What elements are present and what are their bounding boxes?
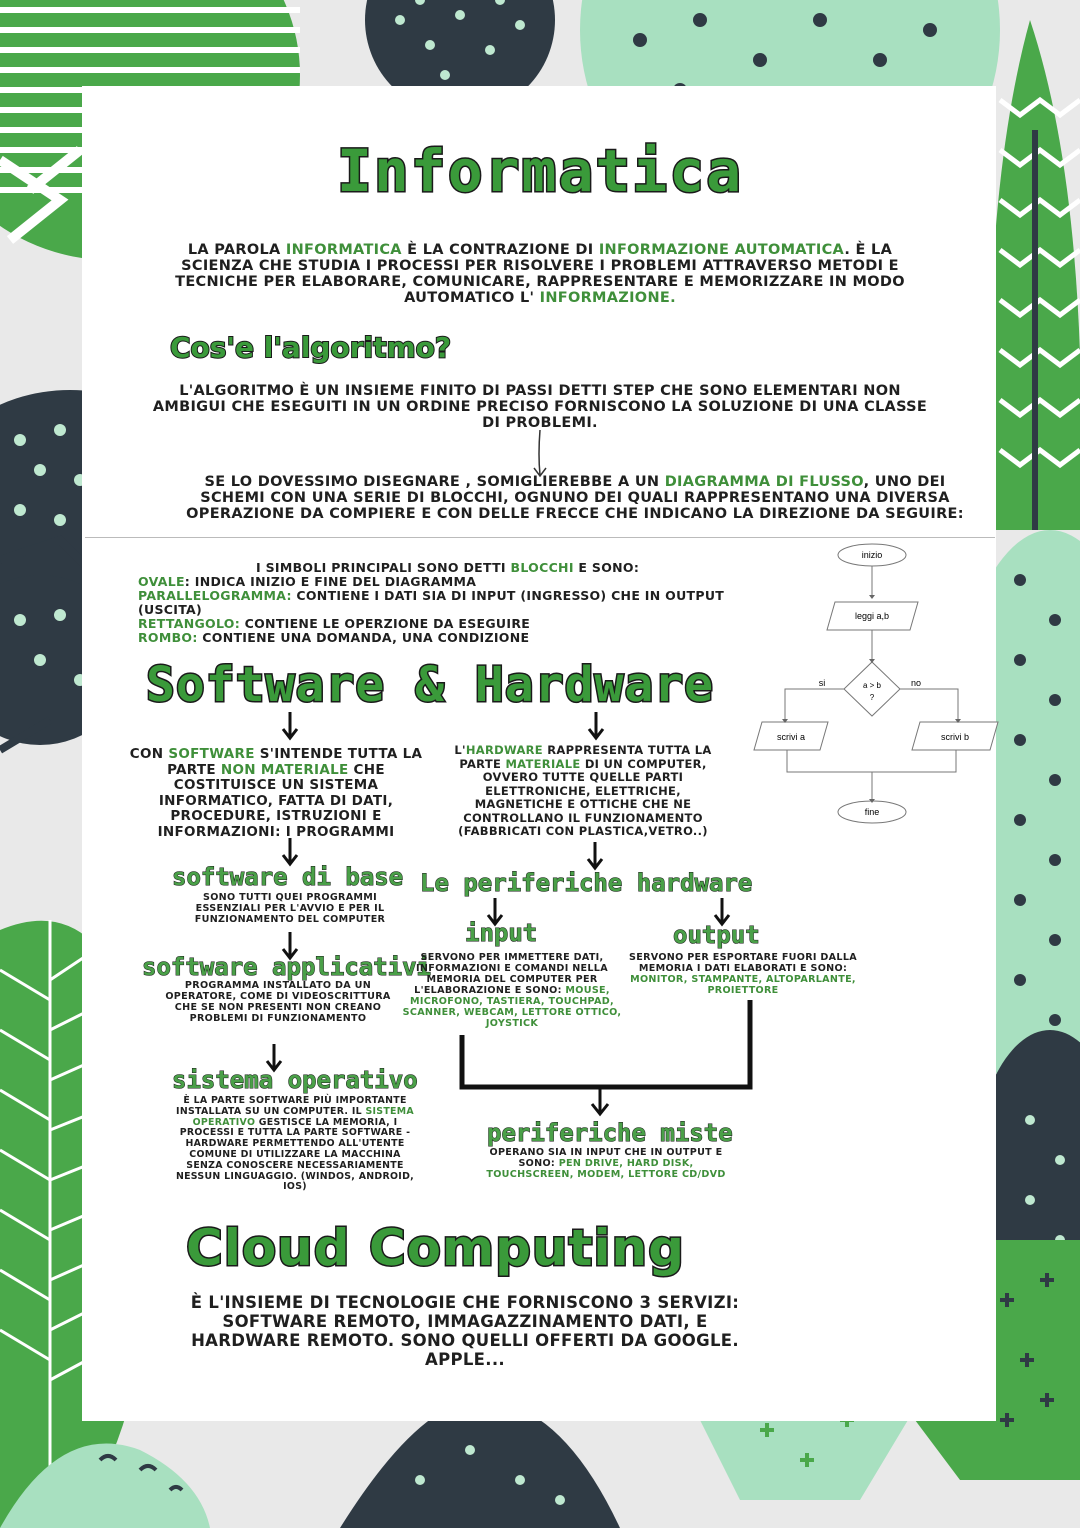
software-base-text: SONO TUTTI QUEI PROGRAMMI ESSENZIALI PER L'AVVIO E PER IL FUNZIONAMENTO DEL COMPUTER	[194, 892, 386, 925]
symbol-ovale	[138, 575, 788, 589]
flowchart-right-label: scrivi b	[940, 732, 970, 742]
flowchart-no-label: no	[910, 678, 922, 688]
symbols-intro-text-1: I SIMBOLI PRINCIPALI SONO DETTI	[256, 560, 511, 575]
software-applicativi-title: software applicativi	[142, 953, 431, 981]
hardware-highlight-materiale: MATERIALE	[505, 756, 581, 771]
algoritmo-text: L'ALGORITMO È UN INSIEME FINITO DI PASSI DETTI STEP CHE SONO ELEMENTARI NON AMBIGUI CHE ESEGUITI IN UN ORDINE PRECISO FORNISCONO LA SOLUZIONE DI UNA CLASSE DI PROBLEMI.	[152, 383, 928, 431]
flowchart-start-label: inizio	[861, 550, 883, 560]
output-text	[628, 952, 858, 996]
algoritmo-arrow-icon	[530, 430, 550, 480]
input-devices: MOUSE, MICROFONO, TASTIERA, TOUCHPAD, SCANNER, WEBCAM, LETTORE OTTICO, JOYSTICK	[402, 985, 622, 1029]
miste-devices: PEN DRIVE, HARD DISK, TOUCHSCREEN, MODEM, LETTORE CD/DVD	[486, 1158, 726, 1180]
flowchart-end-label: fine	[864, 807, 880, 817]
symbols-block	[138, 561, 788, 645]
output-text-1: SERVONO PER ESPORTARE FUORI DALLA MEMORIA I DATI ELABORATI E SONO:	[629, 952, 857, 974]
flowchart-cond-q-label: ?	[869, 693, 875, 702]
sistema-operativo-text	[170, 1096, 420, 1193]
symbol-desc: CONTIENE LE OPERZIONE DA ESEGUIRE	[240, 616, 531, 631]
input-title: input	[465, 919, 538, 947]
symbols-intro-text-2: E SONO:	[573, 560, 640, 575]
software-highlight-non-materiale: NON MATERIALE	[220, 761, 349, 778]
zigzag-tree-icon	[988, 20, 1080, 530]
sw-hw-heading: Software & Hardware	[146, 657, 715, 713]
flowchart-cond-label: a > b	[862, 681, 882, 690]
hardware-text-3: DI UN COMPUTER, OVVERO TUTTE QUELLE PARTI ELETTRONICHE, ELETTRICHE, MAGNETICHE E OTTICHE CHE NE CONTROLLANO IL FUNZIONAMENTO (FABBRICATI CON PLASTICA,VETRO..)	[458, 756, 708, 838]
periferiche-title: Le periferiche hardware	[420, 869, 753, 897]
intro-highlight-informatica: INFORMATICA	[285, 242, 402, 258]
sistema-highlight: SISTEMA OPERATIVO	[192, 1105, 414, 1128]
algoritmo-heading: Cos'e l'algoritmo?	[170, 331, 452, 364]
miste-title: periferiche miste	[487, 1119, 733, 1147]
output-devices: MONITOR, STAMPANTE, ALTOPARLANTE, PROIETTORE	[630, 974, 856, 996]
page-title: Informatica	[336, 137, 744, 205]
hardware-text-1: L'	[454, 743, 466, 757]
symbol-desc: : INDICA INIZIO E FINE DEL DIAGRAMMA	[184, 574, 477, 589]
output-title: output	[673, 921, 760, 949]
diagram-text-2: , UNO DEI SCHEMI CON UNA SERIE DI BLOCCHI, OGNUNO DEI QUALI RAPPRESENTANO UNA DIVERSA OPERAZIONE DA COMPIERE E CON DELLE FRECCE CHE INDICANO LA DIREZIONE DA SEGUIRE:	[186, 474, 964, 522]
sistema-operativo-title: sistema operativo	[172, 1066, 418, 1094]
symbol-desc: CONTIENE I DATI SIA DI INPUT (INGRESSO) CHE IN OUTPUT (USCITA)	[138, 588, 725, 617]
software-text-1: CON	[129, 746, 169, 762]
hardware-definition	[440, 744, 726, 839]
intro-text-3: . È LA SCIENZA CHE STUDIA I PROCESSI PER RISOLVERE I PROBLEMI ATTRAVERSO METODI E TECNICHE PER ELABORARE, COMUNICARE, RAPPRESENTARE E MEMORIZZARE IN MODO AUTOMATICO L'	[175, 242, 905, 306]
symbol-name: OVALE	[138, 574, 185, 589]
hardware-highlight: HARDWARE	[465, 743, 543, 757]
cloud-heading: Cloud Computing	[186, 1219, 685, 1277]
software-text-3: CHE COSTITUISCE UN SISTEMA INFORMATICO, FATTA DI DATI, PROCEDURE, ISTRUZIONI E INFORMAZIONI: I PROGRAMMI	[157, 761, 395, 840]
software-highlight: SOFTWARE	[168, 746, 255, 762]
diagram-highlight: DIAGRAMMA DI FLUSSO	[664, 474, 864, 490]
software-definition	[120, 747, 432, 840]
symbol-desc: CONTIENE UNA DOMANDA, UNA CONDIZIONE	[197, 630, 530, 645]
intro-highlight-informazione-automatica: INFORMAZIONE AUTOMATICA	[598, 242, 845, 258]
symbols-highlight: BLOCCHI	[510, 560, 574, 575]
intro-text-1: LA PAROLA	[187, 242, 286, 258]
hardware-text-2: RAPPRESENTA TUTTA LA PARTE	[459, 743, 712, 771]
flowchart-left-label: scrivi a	[776, 732, 806, 742]
intro-highlight-informazione: INFORMAZIONE.	[539, 290, 676, 306]
sistema-text-2: GESTISCE LA MEMORIA, I PROCESSI E TUTTA LA PARTE SOFTWARE -HARDWARE PERMETTENDO ALL'UTENTE COMUNE DI UTILIZZARE LA MACCHINA SENZA CONOSCERE NECESSARIAMENTE NESSUN LINGUAGGIO. (WINDOS, ANDROID, IOS)	[175, 1116, 415, 1193]
symbols-intro	[138, 561, 788, 575]
flowchart-diagram	[750, 540, 1000, 830]
miste-connector	[455, 1000, 765, 1125]
flowchart-read-label: leggi a,b	[854, 611, 890, 621]
symbol-rombo	[138, 631, 788, 645]
diagram-text-1: SE LO DOVESSIMO DISEGNARE , SOMIGLIEREBBE A UN	[204, 474, 665, 490]
arrow-down-icon	[586, 712, 606, 742]
software-base-title: software di base	[172, 863, 404, 891]
intro-paragraph	[150, 242, 930, 306]
arrow-down-icon	[280, 712, 300, 742]
symbol-name: PARALLELOGRAMMA:	[138, 588, 292, 603]
cloud-text: È L'INSIEME DI TECNOLOGIE CHE FORNISCONO 3 SERVIZI: SOFTWARE REMOTO, IMMAGAZZINAMENTO DATI, E HARDWARE REMOTO. SONO QUELLI OFFERTI DA GOOGLE. APPLE...	[190, 1293, 740, 1369]
miste-text-1: OPERANO SIA IN INPUT CHE IN OUTPUT E SONO:	[489, 1147, 723, 1169]
flowchart-yes-label: si	[818, 678, 826, 688]
diagram-paragraph	[185, 474, 965, 522]
miste-text	[486, 1147, 726, 1180]
sistema-text-1: È LA PARTE SOFTWARE PIÙ IMPORTANTE INSTALLATA SU UN COMPUTER. IL	[176, 1095, 407, 1117]
symbol-name: RETTANGOLO:	[138, 616, 240, 631]
section-divider	[85, 537, 995, 538]
symbol-parallelogramma	[138, 589, 778, 617]
intro-text-2: È LA CONTRAZIONE DI	[401, 242, 599, 258]
input-text-1: SERVONO PER IMMETTERE DATI, INFORMAZIONI E COMANDI NELLA MEMORIA DEL COMPUTER PER L'ELABORAZIONE E SONO:	[414, 952, 608, 996]
symbol-rettangolo	[138, 617, 788, 631]
software-applicativi-text: PROGRAMMA INSTALLATO DA UN OPERATORE, COME DI VIDEOSCRITTURA CHE SE NON PRESENTI NON CREANO PROBLEMI DI FUNZIONAMENTO	[165, 980, 391, 1024]
software-text-2: S'INTENDE TUTTA LA PARTE	[167, 746, 423, 778]
symbol-name: ROMBO:	[138, 630, 198, 645]
